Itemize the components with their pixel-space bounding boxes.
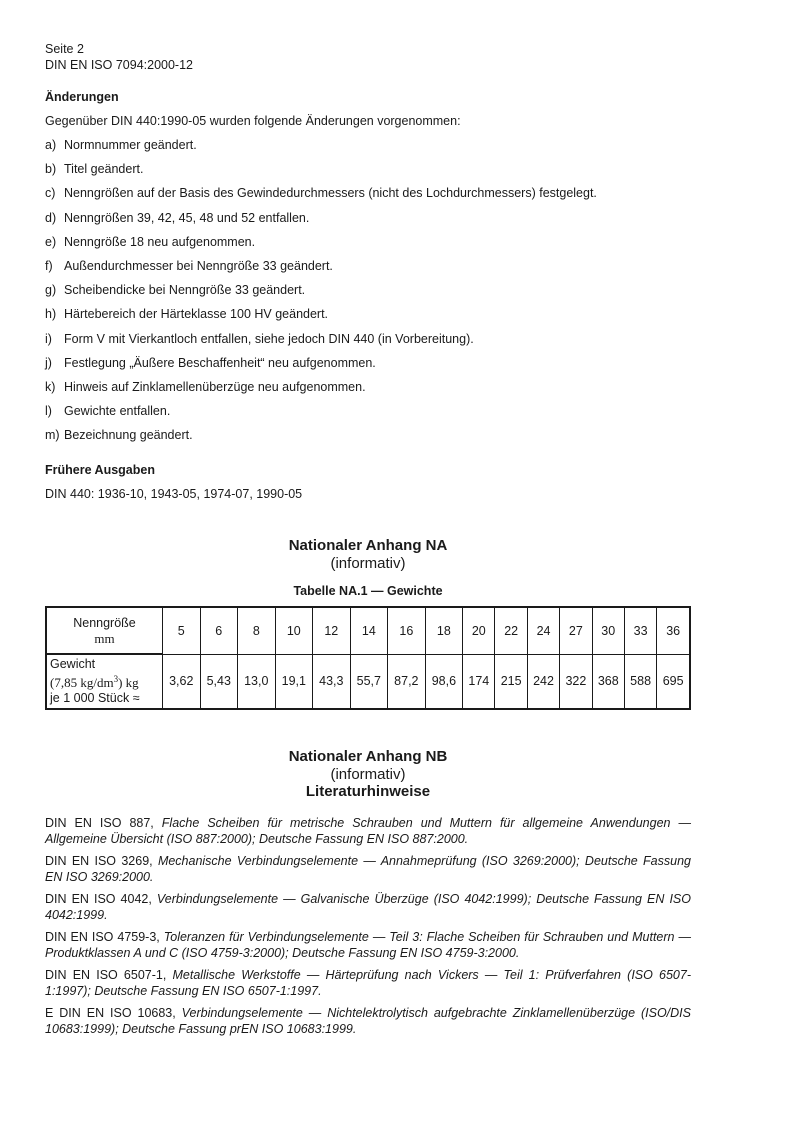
list-item: [45, 161, 745, 185]
weight-cell: 13,0: [238, 654, 276, 709]
list-item: [45, 234, 745, 258]
size-cell: 12: [313, 607, 351, 654]
weight-cell: 3,62: [163, 654, 201, 709]
size-cell: 18: [425, 607, 463, 654]
ref-text: Verbindungselemente — Nichtelektrolytisch aufgebrachte Zinklamellenüberzüge (ISO/DIS 10683:1999); Deutsche Fassung prEN ISO 10683:1999.: [45, 1006, 691, 1036]
list-item: [45, 403, 745, 427]
weight-cell: 5,43: [200, 654, 238, 709]
weight-cell: 174: [463, 654, 495, 709]
list-item: [45, 854, 691, 885]
weight-header-density: (7,85 $kg/dm^3$) kg: [50, 673, 139, 691]
list-item: [45, 427, 745, 451]
list-item: [45, 930, 691, 961]
list-item: [45, 185, 745, 209]
ref-text: Mechanische Verbindungselemente — Annahmeprüfung (ISO 3269:2000); Deutsche Fassung EN ISO 3269:2000.: [45, 854, 691, 884]
document-id: DIN EN ISO 7094:2000-12: [45, 58, 193, 72]
ref-id: DIN EN ISO 4759-3,: [45, 930, 160, 944]
size-cell: 36: [657, 607, 690, 654]
annex-nb-heading: [45, 748, 691, 801]
list-item-label: g): [45, 283, 57, 298]
changes-section: [45, 89, 745, 451]
list-item: [45, 210, 745, 234]
list-item-text: Form V mit Vierkantloch entfallen, siehe jedoch DIN 440 (in Vorbereitung).: [64, 331, 474, 346]
weights-table: [45, 606, 691, 710]
list-item-label: i): [45, 331, 52, 346]
list-item: [45, 137, 745, 161]
list-item-label: a): [45, 138, 57, 152]
list-item: [45, 892, 691, 923]
weight-cell: 43,3: [313, 654, 351, 709]
list-item-label: m): [45, 428, 60, 443]
size-header-cell: [46, 607, 163, 654]
weight-cell: 55,7: [350, 654, 388, 709]
weight-header-per: je 1 000 Stück ≈: [50, 691, 140, 706]
previous-editions-section: [45, 462, 745, 502]
list-item-text: Festlegung „Äußere Beschaffenheit“ neu aufgenommen.: [64, 355, 376, 370]
list-item: [45, 282, 745, 306]
ref-text: Verbindungselemente — Galvanische Überzüge (ISO 4042:1999); Deutsche Fassung EN ISO 4042:1999.: [45, 892, 691, 922]
list-item-text: Nenngröße 18 neu aufgenommen.: [64, 234, 256, 249]
weight-cell: 98,6: [425, 654, 463, 709]
size-cell: 10: [275, 607, 313, 654]
list-item-text: Hinweis auf Zinklamellenüberzüge neu aufgenommen.: [64, 379, 366, 394]
list-item: [45, 355, 745, 379]
size-cell: 24: [527, 607, 559, 654]
size-header-unit: mm: [94, 630, 115, 646]
list-item-text: Titel geändert.: [64, 162, 144, 177]
annex-na-title: Nationaler Anhang NA: [288, 537, 448, 554]
table-row: [46, 607, 690, 654]
page-header: [45, 41, 193, 73]
list-item-label: k): [45, 379, 56, 394]
previous-editions-text: DIN 440: 1936-10, 1943-05, 1974-07, 1990-05: [45, 487, 303, 501]
bibliography-list: [45, 816, 691, 1044]
weight-cell: 588: [624, 654, 656, 709]
list-item-label: e): [45, 234, 57, 249]
changes-intro: Gegenüber DIN 440:1990-05 wurden folgende Änderungen vorgenommen:: [45, 114, 461, 128]
ref-id: DIN EN ISO 4042,: [45, 892, 152, 906]
page-number: Seite 2: [45, 42, 84, 56]
size-cell: 27: [560, 607, 592, 654]
weight-cell: 242: [527, 654, 559, 709]
list-item-label: b): [45, 162, 57, 177]
list-item-label: l): [45, 404, 52, 419]
ref-id: E DIN EN ISO 10683,: [45, 1006, 176, 1020]
ref-id: DIN EN ISO 887,: [45, 816, 154, 830]
list-item: [45, 1006, 691, 1037]
size-cell: 6: [200, 607, 238, 654]
list-item-text: Nenngrößen 39, 42, 45, 48 und 52 entfallen.: [64, 210, 310, 225]
annex-nb-title: Nationaler Anhang NB: [288, 748, 448, 765]
size-cell: 20: [463, 607, 495, 654]
annex-nb-subtitle: (informativ): [330, 766, 406, 783]
ref-id: DIN EN ISO 3269,: [45, 854, 153, 868]
previous-editions-title: Frühere Ausgaben: [45, 463, 155, 477]
list-item: [45, 331, 745, 355]
list-item: [45, 258, 745, 282]
list-item-text: Gewichte entfallen.: [64, 404, 171, 419]
size-cell: 30: [592, 607, 624, 654]
size-cell: 16: [388, 607, 426, 654]
list-item-text: Normnummer geändert.: [64, 138, 197, 152]
weight-cell: 87,2: [388, 654, 426, 709]
list-item-label: j): [45, 355, 52, 370]
weight-cell: 215: [495, 654, 527, 709]
size-cell: 5: [163, 607, 201, 654]
weight-cell: 19,1: [275, 654, 313, 709]
list-item: [45, 816, 691, 847]
changes-list: [45, 137, 745, 451]
changes-title: Änderungen: [45, 90, 119, 104]
list-item-label: c): [45, 186, 56, 201]
list-item-text: Nenngrößen auf der Basis des Gewindedurchmessers (nicht des Lochdurchmessers) festgelegt.: [64, 186, 597, 201]
list-item-label: d): [45, 210, 57, 225]
list-item-label: f): [45, 258, 53, 273]
size-header-label: Nenngröße: [73, 615, 136, 630]
size-cell: 22: [495, 607, 527, 654]
ref-id: DIN EN ISO 6507-1,: [45, 968, 167, 982]
annex-na-heading: [45, 537, 691, 572]
table-caption: Tabelle NA.1 — Gewichte: [293, 584, 443, 598]
ref-text: Metallische Werkstoffe — Härteprüfung nach Vickers — Teil 1: Prüfverfahren (ISO 6507-1:1997); Deutsche Fassung EN ISO 6507-1:1997.: [45, 968, 691, 998]
list-item-text: Scheibendicke bei Nenngröße 33 geändert.: [64, 283, 306, 298]
list-item-text: Außendurchmesser bei Nenngröße 33 geändert.: [64, 258, 333, 273]
list-item: [45, 306, 745, 330]
ref-text: Flache Scheiben für metrische Schrauben und Muttern für allgemeine Anwendungen — Allgemeine Übersicht (ISO 887:2000); Deutsche Fassung EN ISO 887:2000.: [45, 816, 691, 846]
weight-cell: 368: [592, 654, 624, 709]
list-item-label: h): [45, 307, 57, 322]
size-cell: 8: [238, 607, 276, 654]
weight-cell: 695: [657, 654, 690, 709]
list-item-text: Härtebereich der Härteklasse 100 HV geändert.: [64, 307, 329, 322]
bibliography-heading: Literaturhinweise: [305, 783, 431, 800]
annex-na-subtitle: (informativ): [330, 555, 406, 572]
size-cell: 33: [624, 607, 656, 654]
weight-header-cell: [46, 654, 163, 709]
list-item: [45, 968, 691, 999]
weight-header-label: Gewicht: [50, 656, 96, 671]
table-row: [46, 654, 690, 709]
size-cell: 14: [350, 607, 388, 654]
ref-text: Toleranzen für Verbindungselemente — Teil 3: Flache Scheiben für Schrauben und Muttern — Produktklassen A und C (ISO 4759-3:2000); Deutsche Fassung EN ISO 4759-3:2000.: [45, 930, 691, 960]
list-item-text: Bezeichnung geändert.: [64, 428, 193, 443]
weight-cell: 322: [560, 654, 592, 709]
list-item: [45, 379, 745, 403]
